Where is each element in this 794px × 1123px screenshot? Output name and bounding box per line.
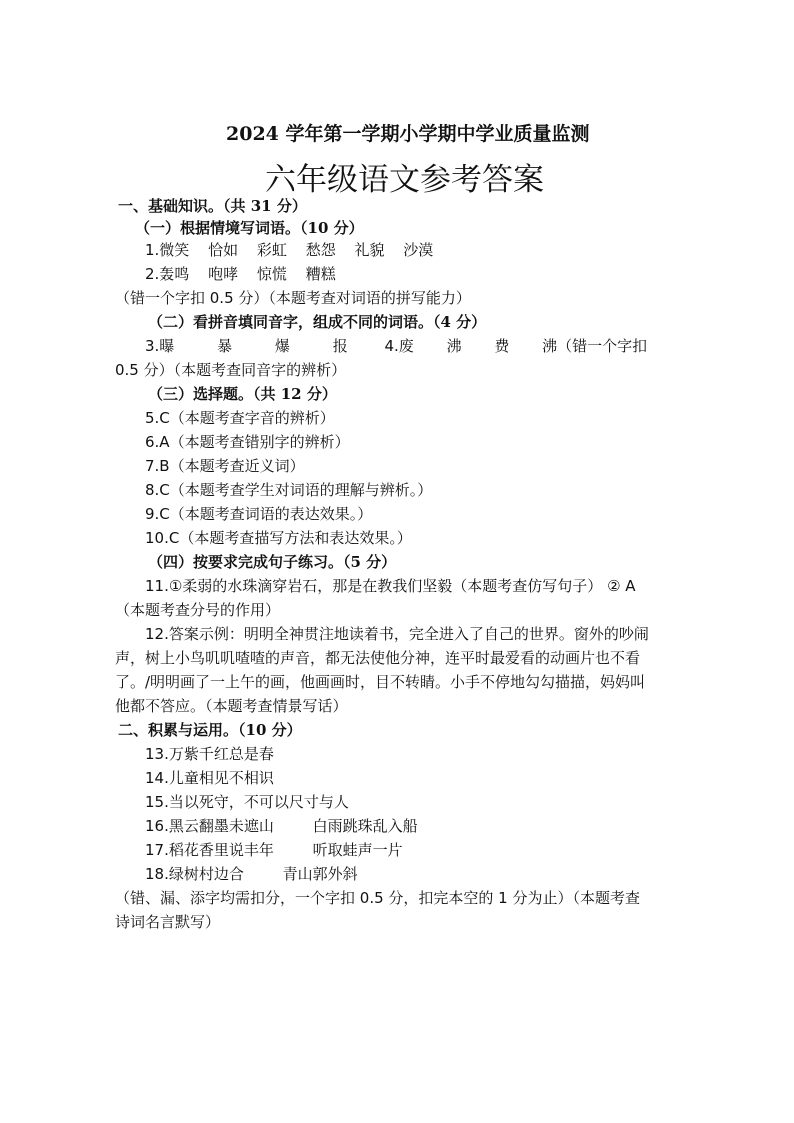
poem-line: 白雨跳珠乱入船 bbox=[312, 817, 418, 835]
answer-line-1 bbox=[145, 240, 433, 260]
document-title: 六年级语文参考答案 bbox=[265, 162, 544, 198]
poem-line: 听取蛙声一片 bbox=[312, 841, 403, 859]
poem-line: 18.绿树村边合 bbox=[145, 865, 244, 883]
answer-word: 愁怨 bbox=[305, 241, 336, 259]
answer-word: 沙漠 bbox=[403, 241, 434, 259]
answer-12-line: 了。/明明画了一上午的画，他画画时，目不转睛。小手不停地勾勾描描，妈妈叫 bbox=[115, 673, 646, 691]
section-1-heading: 一、基础知识。（共 31 分） bbox=[118, 197, 307, 215]
grading-note-2: （错、漏、添字均需扣分，一个字扣 0.5 分，扣完本空的 1 分为止）（本题考查 bbox=[115, 889, 640, 907]
part-3-heading: （三）选择题。（共 12 分） bbox=[148, 385, 337, 403]
answer-18 bbox=[145, 864, 358, 884]
answer-12-line: 声，树上小鸟叽叽喳喳的声音，都无法使他分神，连平时最爱看的动画片也不看 bbox=[115, 649, 641, 667]
answer-11: 11.①柔弱的水珠滴穿岩石，那是在教我们坚毅（本题考查仿写句子） ② A bbox=[145, 577, 636, 595]
answer-line-3 bbox=[145, 336, 647, 356]
answer-char: 费 bbox=[494, 337, 510, 355]
answer-word: 礼貌 bbox=[354, 241, 385, 259]
mc-answer-10: 10.C（本题考查描写方法和表达效果。） bbox=[145, 529, 412, 547]
part-1-heading: （一）根据情境写词语。（10 分） bbox=[135, 219, 364, 237]
answer-word: 恰如 bbox=[208, 241, 239, 259]
poem-line: 16.黑云翻墨未遮山 bbox=[145, 817, 274, 835]
part-4-heading: （四）按要求完成句子练习。（5 分） bbox=[148, 553, 397, 571]
answer-char: 暴 bbox=[217, 337, 233, 355]
answer-word: 咆哮 bbox=[208, 265, 239, 283]
answer-char: 沸 bbox=[446, 337, 462, 355]
answer-char: 报 bbox=[332, 337, 348, 355]
answer-word: 2.轰鸣 bbox=[145, 265, 190, 283]
answer-16 bbox=[145, 816, 418, 836]
answer-line-3-continued: 0.5 分）（本题考查同音字的辨析） bbox=[115, 361, 347, 379]
mc-answer-8: 8.C（本题考查学生对词语的理解与辨析。） bbox=[145, 481, 433, 499]
answer-14: 14.儿童相见不相识 bbox=[145, 769, 274, 787]
answer-char: 4.废 bbox=[384, 337, 414, 355]
grading-note-2-continued: 诗词名言默写） bbox=[115, 913, 221, 931]
answer-line-2 bbox=[145, 264, 336, 284]
mc-answer-9: 9.C（本题考查词语的表达效果。） bbox=[145, 505, 373, 523]
part-2-heading: （二）看拼音填同音字，组成不同的词语。（4 分） bbox=[148, 313, 487, 331]
answer-char: 爆 bbox=[274, 337, 290, 355]
answer-11-continued: （本题考查分号的作用） bbox=[115, 601, 281, 619]
answer-word: 彩虹 bbox=[256, 241, 287, 259]
answer-12-line: 他都不答应。（本题考查情景写话） bbox=[115, 697, 348, 715]
answer-17 bbox=[145, 840, 403, 860]
answer-char: 3.曝 bbox=[145, 337, 175, 355]
answer-15: 15.当以死守，不可以尺寸与人 bbox=[145, 793, 349, 811]
exam-title: 2024 学年第一学期小学期中学业质量监测 bbox=[226, 123, 590, 145]
section-2-heading: 二、积累与运用。（10 分） bbox=[118, 721, 302, 739]
answer-char: 沸（错一个字扣 bbox=[542, 337, 648, 355]
mc-answer-7: 7.B（本题考查近义词） bbox=[145, 457, 305, 475]
poem-line: 青山郭外斜 bbox=[282, 865, 358, 883]
grading-note-1: （错一个字扣 0.5 分）（本题考查对词语的拼写能力） bbox=[115, 289, 471, 307]
answer-13: 13.万紫千红总是春 bbox=[145, 745, 274, 763]
mc-answer-5: 5.C（本题考查字音的辨析） bbox=[145, 409, 335, 427]
answer-word: 1.微笑 bbox=[145, 241, 190, 259]
answer-12-line: 12.答案示例：明明全神贯注地读着书，完全进入了自己的世界。窗外的吵闹 bbox=[145, 625, 649, 643]
answer-word: 糟糕 bbox=[305, 265, 336, 283]
mc-answer-6: 6.A（本题考查错别字的辨析） bbox=[145, 433, 350, 451]
answer-word: 惊慌 bbox=[256, 265, 287, 283]
poem-line: 17.稻花香里说丰年 bbox=[145, 841, 274, 859]
